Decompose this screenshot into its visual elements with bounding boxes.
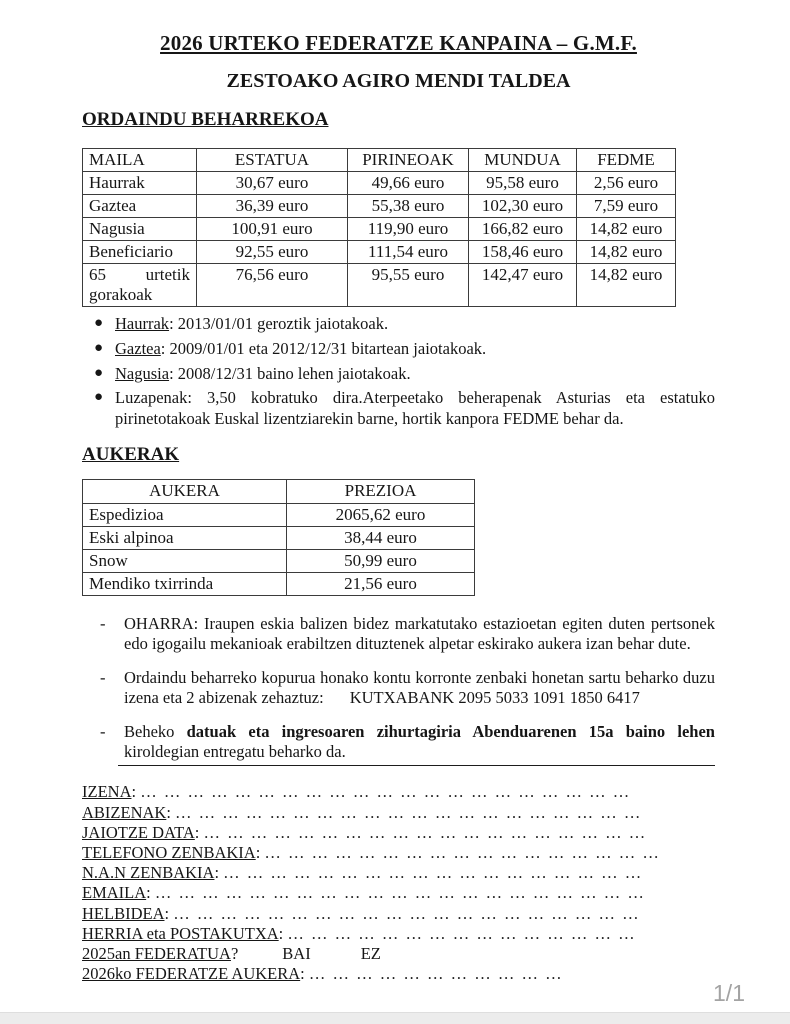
bullet-text xyxy=(115,388,715,429)
field-label: 2026ko FEDERATZE AUKERA xyxy=(82,964,301,984)
form-field-aukera-2026 xyxy=(82,964,715,984)
fees-cell: 92,55 euro xyxy=(197,241,348,264)
field-label: TELEFONO ZENBAKIA xyxy=(82,843,256,863)
note-payment xyxy=(98,668,715,709)
page-indicator: 1/1 xyxy=(713,980,745,1006)
dotted-line: … … … … … … … … … … … … … … … … … … xyxy=(223,863,643,883)
field-colon: : xyxy=(146,883,155,903)
viewer-bottom-bar xyxy=(0,1012,790,1024)
options-cell: Mendiko txirrinda xyxy=(83,572,287,595)
form-field-nan xyxy=(82,863,715,883)
options-row xyxy=(83,549,475,572)
list-item xyxy=(82,364,715,385)
fees-cell: 111,54 euro xyxy=(348,241,469,264)
deadline-suffix: kiroldegian entregatu beharko da. xyxy=(124,741,346,761)
form-field-abizenak xyxy=(82,803,715,823)
fees-cell: 158,46 euro xyxy=(469,241,577,264)
bullet-rest: : 2008/12/31 baino lehen jaiotakoak. xyxy=(169,363,411,383)
dash-marker: - xyxy=(100,667,106,687)
dotted-line: … … … … … … … … … … … … … … … … … … … … … xyxy=(140,782,631,802)
form-field-herria xyxy=(82,924,715,944)
fees-cell: Gaztea xyxy=(83,195,197,218)
field-colon: : xyxy=(300,964,309,984)
fees-cell: 14,82 euro xyxy=(577,264,676,307)
options-cell: 50,99 euro xyxy=(287,549,475,572)
dash-marker: - xyxy=(100,613,106,633)
fees-cell: 14,82 euro xyxy=(577,218,676,241)
list-item xyxy=(82,339,715,360)
fees-cell: 102,30 euro xyxy=(469,195,577,218)
age-rules-list xyxy=(82,314,715,429)
dotted-line: … … … … … … … … … … … … … … … … … … … xyxy=(203,822,647,842)
fees-col-header: FEDME xyxy=(577,149,676,172)
bullet-icon: ● xyxy=(94,389,104,406)
options-cell: Espedizioa xyxy=(83,503,287,526)
fees-cell: 142,47 euro xyxy=(469,264,577,307)
list-item xyxy=(82,388,715,429)
options-col-header: AUKERA xyxy=(83,480,287,503)
doc-subtitle: ZESTOAKO AGIRO MENDI TALDEA xyxy=(226,70,571,92)
form-field-federatua-2025 xyxy=(82,944,715,964)
form-field-izena xyxy=(82,782,715,802)
options-row xyxy=(83,572,475,595)
fees-cell: 14,82 euro xyxy=(577,241,676,264)
bank-account-number: KUTXABANK 2095 5033 1091 1850 6417 xyxy=(349,688,640,708)
options-section-heading: AUKERAK xyxy=(82,444,180,466)
field-colon: : xyxy=(214,863,224,883)
options-cell: 21,56 euro xyxy=(287,572,475,595)
note-text xyxy=(124,722,715,763)
fees-table xyxy=(82,148,676,307)
field-colon: : xyxy=(194,822,204,842)
fees-section-heading: ORDAINDU BEHARREKOA xyxy=(82,109,329,130)
registration-form xyxy=(82,782,715,984)
option-bai: BAI xyxy=(282,944,311,964)
dotted-line: … … … … … … … … … … … … … … … … … … … … xyxy=(175,802,642,822)
options-row xyxy=(83,526,475,549)
field-label: JAIOTZE DATA xyxy=(82,822,195,842)
fees-cell: 166,82 euro xyxy=(469,218,577,241)
note-text xyxy=(124,668,715,709)
bullet-text xyxy=(115,339,715,360)
fees-cell: 7,59 euro xyxy=(577,195,676,218)
fees-row xyxy=(83,172,676,195)
fees-cell: 95,55 euro xyxy=(348,264,469,307)
field-label: IZENA xyxy=(82,782,132,802)
options-cell: Snow xyxy=(83,549,287,572)
field-label: HERRIA eta POSTAKUTXA xyxy=(82,923,279,943)
field-label: EMAILA xyxy=(82,883,147,903)
dash-marker: - xyxy=(100,721,106,741)
form-field-telefono xyxy=(82,843,715,863)
options-table-wrap xyxy=(82,479,715,595)
fees-cell: 76,56 euro xyxy=(197,264,348,307)
field-label: HELBIDEA xyxy=(82,903,165,923)
bullet-rest: : 2013/01/01 geroztik jaiotakoak. xyxy=(169,314,389,334)
note-oharra xyxy=(98,614,715,655)
field-colon: : xyxy=(278,923,288,943)
options-cell: 2065,62 euro xyxy=(287,503,475,526)
list-item xyxy=(82,314,715,335)
dotted-line: … … … … … … … … … … … … … … … xyxy=(287,923,637,943)
notes-section xyxy=(98,614,715,767)
deadline-prefix: Beheko xyxy=(124,721,187,741)
bullet-icon: ● xyxy=(94,315,104,332)
doc-title: 2026 URTEKO FEDERATZE KANPAINA – G.M.F. xyxy=(160,31,637,55)
bullet-icon: ● xyxy=(94,364,104,381)
bullet-rest: Luzapenak: 3,50 kobratuko dira.Aterpeetako beherapenak Asturias eta estatuko pirinetotakoak Euskal lizentziarekin barne, hortik kanpora FEDME behar da. xyxy=(115,388,715,428)
fees-cell: 2,56 euro xyxy=(577,172,676,195)
fees-cell: 55,38 euro xyxy=(348,195,469,218)
field-colon: : xyxy=(166,802,176,822)
fees-header-row xyxy=(83,149,676,172)
bullet-lead: Nagusia xyxy=(115,363,170,383)
note-deadline xyxy=(98,722,715,763)
bullet-lead: Haurrak xyxy=(115,314,170,334)
form-field-jaiotze-data xyxy=(82,823,715,843)
horizontal-rule xyxy=(118,765,715,766)
fees-row xyxy=(83,264,676,307)
options-row xyxy=(83,503,475,526)
fees-cell: 30,67 euro xyxy=(197,172,348,195)
field-colon: : xyxy=(164,903,174,923)
fees-cell: Haurrak xyxy=(83,172,197,195)
field-label: N.A.N ZENBAKIA xyxy=(82,863,215,883)
note-text: OHARRA: Iraupen eskia balizen bidez markatutako estazioetan egiten duten pertsonek edo igogailu mekanioak erabiltzen dituztenek alpetar eskirako aukera izan behar dute. xyxy=(124,613,715,654)
options-table xyxy=(82,479,475,595)
dotted-line: … … … … … … … … … … … xyxy=(308,964,564,984)
fees-cell: 49,66 euro xyxy=(348,172,469,195)
bullet-rest: : 2009/01/01 eta 2012/12/31 bitartean jaiotakoak. xyxy=(160,338,487,358)
fees-cell: 36,39 euro xyxy=(197,195,348,218)
fees-cell: Nagusia xyxy=(83,218,197,241)
field-label: 2025an FEDERATUA xyxy=(82,944,231,964)
fees-col-header: ESTATUA xyxy=(197,149,348,172)
option-ez: EZ xyxy=(360,944,381,964)
form-field-helbidea xyxy=(82,904,715,924)
bullet-lead: Gaztea xyxy=(115,338,161,358)
fees-row xyxy=(83,218,676,241)
fees-row xyxy=(83,195,676,218)
fees-cell: Beneficiario xyxy=(83,241,197,264)
fees-row xyxy=(83,241,676,264)
question-mark: ? xyxy=(230,944,239,964)
dotted-line: … … … … … … … … … … … … … … … … … … … … xyxy=(173,903,641,923)
payment-instructions: Ordaindu beharreko kopurua honako kontu korronte zenbaki honetan sartu beharko duzu izena eta 2 abizenak zehaztuz: xyxy=(124,667,715,708)
bullet-icon: ● xyxy=(94,339,104,356)
fees-cell: 95,58 euro xyxy=(469,172,577,195)
bullet-text xyxy=(115,364,715,385)
options-header-row xyxy=(83,480,475,503)
fees-cell: 100,91 euro xyxy=(197,218,348,241)
options-col-header: PREZIOA xyxy=(287,480,475,503)
fees-cell: 119,90 euro xyxy=(348,218,469,241)
fees-col-header: MAILA xyxy=(83,149,197,172)
fees-col-header: MUNDUA xyxy=(469,149,577,172)
options-cell: Eski alpinoa xyxy=(83,526,287,549)
dotted-line: … … … … … … … … … … … … … … … … … … … … … xyxy=(154,883,646,903)
field-colon: : xyxy=(131,782,141,802)
form-field-emaila xyxy=(82,883,715,903)
field-colon: : xyxy=(255,843,265,863)
dotted-line: … … … … … … … … … … … … … … … … … xyxy=(264,843,661,863)
options-cell: 38,44 euro xyxy=(287,526,475,549)
deadline-bold: datuak eta ingresoaren zihurtagiria Abenduarenen 15a baino lehen xyxy=(186,721,715,741)
field-label: ABIZENAK xyxy=(82,802,167,822)
bullet-text xyxy=(115,314,715,335)
fees-col-header: PIRINEOAK xyxy=(348,149,469,172)
fees-cell: 65 urtetik gorakoak xyxy=(83,264,197,307)
